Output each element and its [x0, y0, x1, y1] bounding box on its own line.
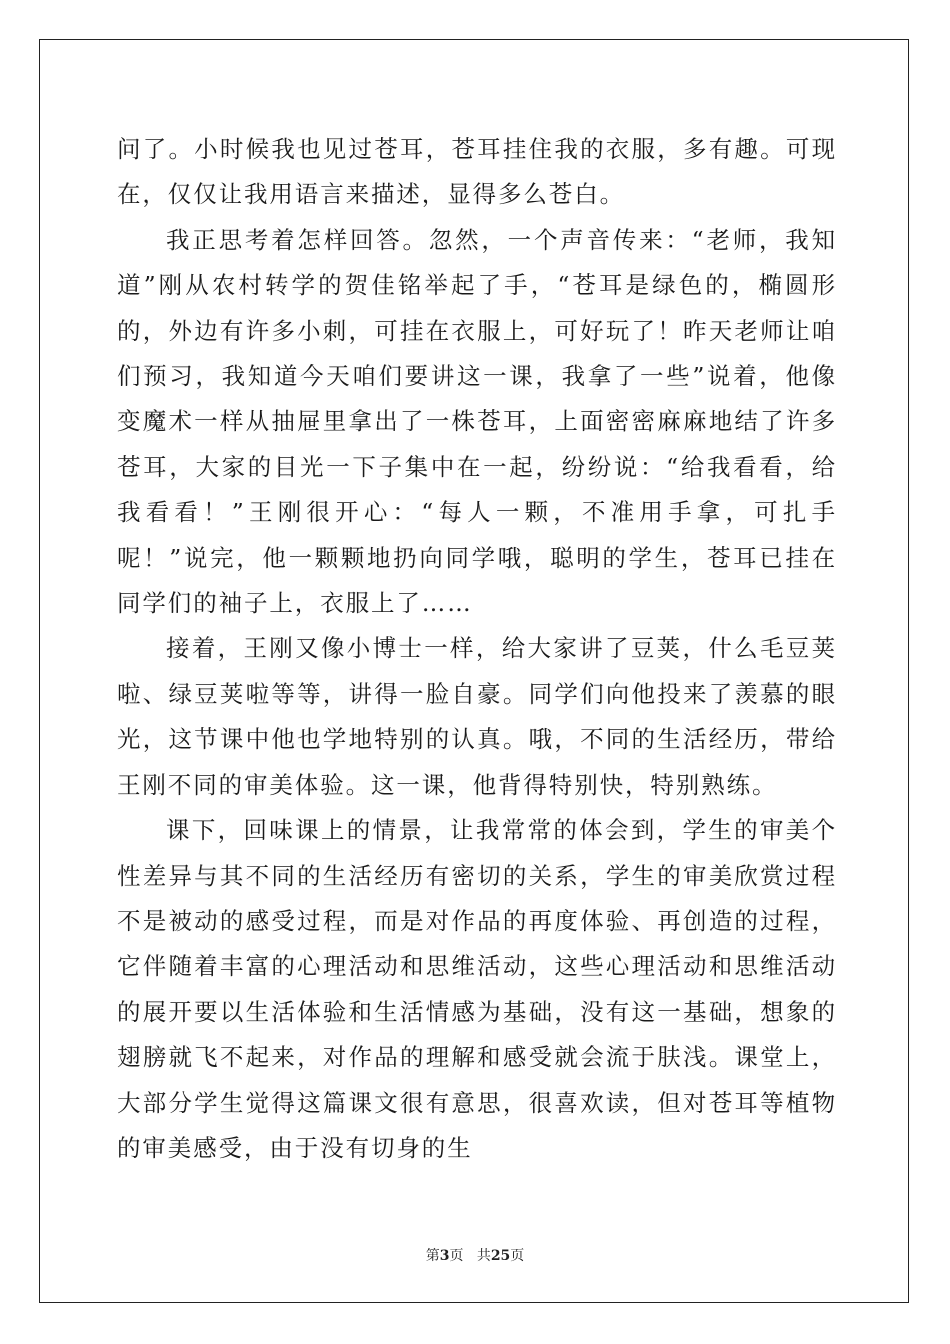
- document-body: [117, 127, 837, 1171]
- page-footer: [0, 1245, 950, 1265]
- footer-prefix: 第: [425, 1248, 440, 1264]
- total-pages-number: 25: [490, 1248, 511, 1264]
- paragraph-1: 问了。小时候我也见过苍耳，苍耳挂住我的衣服，多有趣。可现在，仅仅让我用语言来描述，显得多么苍白。: [117, 135, 837, 209]
- paragraph-3: 接着，王刚又像小博士一样，给大家讲了豆荚，什么毛豆荚啦、绿豆荚啦等等，讲得一脸自豪。同学们向他投来了羡慕的眼光，这节课中他也学地特别的认真。哦，不同的生活经历，带给王刚不同的审美体验。这一课，他背得特别快，特别熟练。: [117, 634, 837, 799]
- current-page-number: 3: [439, 1248, 450, 1264]
- footer-total-prefix: 共: [476, 1248, 491, 1264]
- paragraph-2: 我正思考着怎样回答。忽然，一个声音传来：“老师，我知道”刚从农村转学的贺佳铭举起了手，“苍耳是绿色的，椭圆形的，外边有许多小刺，可挂在衣服上，可好玩了！昨天老师让咱们预习，我知道今天咱们要讲这一课，我拿了一些”说着，他像变魔术一样从抽屉里拿出了一株苍耳，上面密密麻麻地结了许多苍耳，大家的目光一下子集中在一起，纷纷说：“给我看看，给我看看！”王刚很开心：“每人一颗，不准用手拿，可扎手呢！”说完，他一颗颗地扔向同学哦，聪明的学生，苍耳已挂在同学们的袖子上，衣服上了……: [117, 225, 837, 618]
- paragraph-4: 课下，回味课上的情景，让我常常的体会到，学生的审美个性差异与其不同的生活经历有密切的关系，学生的审美欣赏过程不是被动的感受过程，而是对作品的再度体验、再创造的过程，它伴随着丰富的心理活动和思维活动，这些心理活动和思维活动的展开要以生活体验和生活情感为基础，没有这一基础，想象的翅膀就飞不起来，对作品的理解和感受就会流于肤浅。课堂上，大部分学生觉得这篇课文很有意思，很喜欢读，但对苍耳等植物的审美感受，由于没有切身的生: [117, 816, 837, 1162]
- footer-total-suffix: 页: [510, 1248, 525, 1264]
- footer-page-suffix: 页: [449, 1248, 464, 1264]
